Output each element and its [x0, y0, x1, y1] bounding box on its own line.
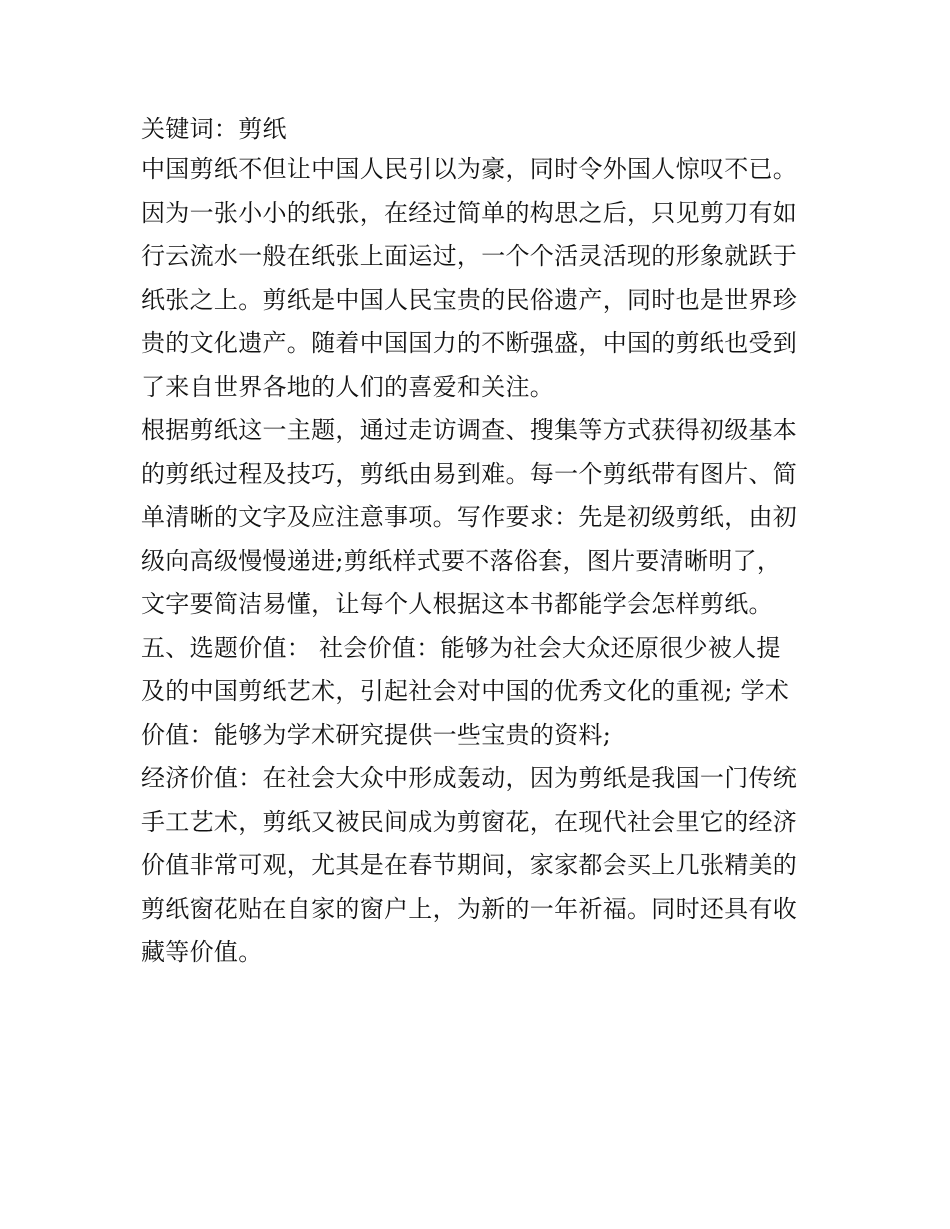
- paragraph-1-line-1: 中国剪纸不但让中国人民引以为豪，同时令外国人惊叹不已。: [141, 155, 798, 183]
- paragraph-3-line-2: 及的中国剪纸艺术，引起社会对中国的优秀文化的重视; 学术: [141, 677, 790, 705]
- document-body: [141, 110, 821, 975]
- paragraph-1-line-4: 纸张之上。剪纸是中国人民宝贵的民俗遗产，同时也是世界珍: [141, 285, 798, 314]
- paragraph-3-line-1: 五、选题价值： 社会价值：能够为社会大众还原很少被人提: [141, 633, 781, 662]
- paragraph-1-line-6: 了来自世界各地的人们的喜爱和关注。: [141, 372, 555, 401]
- paragraph-4-line-2: 手工艺术，剪纸又被民间成为剪窗花，在现代社会里它的经济: [141, 807, 798, 836]
- paragraph-4-line-5: 藏等价值。: [141, 938, 263, 966]
- paragraph-4-line-3: 价值非常可观，尤其是在春节期间，家家都会买上几张精美的: [141, 851, 798, 879]
- paragraph-2-line-3: 单清晰的文字及应注意事项。写作要求：先是初级剪纸，由初: [141, 503, 798, 531]
- paragraph-1-line-5: 贵的文化遗产。随着中国国力的不断强盛，中国的剪纸也受到: [141, 329, 798, 357]
- paragraph-1-line-3: 行云流水一般在纸张上面运过，一个个活灵活现的形象就跃于: [141, 242, 798, 270]
- keywords-line: 关键词：剪纸: [141, 115, 287, 143]
- paragraph-1-line-2: 因为一张小小的纸张，在经过简单的构思之后，只见剪刀有如: [141, 198, 798, 227]
- paragraph-4-line-4: 剪纸窗花贴在自家的窗户上，为新的一年祈福。同时还具有收: [141, 894, 798, 923]
- paragraph-4-line-1: 经济价值：在社会大众中形成轰动，因为剪纸是我国一门传统: [141, 764, 798, 792]
- paragraph-3-line-3: 价值：能够为学术研究提供一些宝贵的资料;: [141, 720, 612, 749]
- paragraph-2-line-1: 根据剪纸这一主题，通过走访调查、搜集等方式获得初级基本: [141, 416, 798, 444]
- paragraph-2-line-2: 的剪纸过程及技巧，剪纸由易到难。每一个剪纸带有图片、简: [141, 459, 798, 488]
- paragraph-2-line-5: 文字要简洁易懂，让每个人根据这本书都能学会怎样剪纸。: [141, 590, 773, 618]
- paragraph-2-line-4: 级向高级慢慢递进;剪纸样式要不落俗套，图片要清晰明了，: [141, 546, 782, 575]
